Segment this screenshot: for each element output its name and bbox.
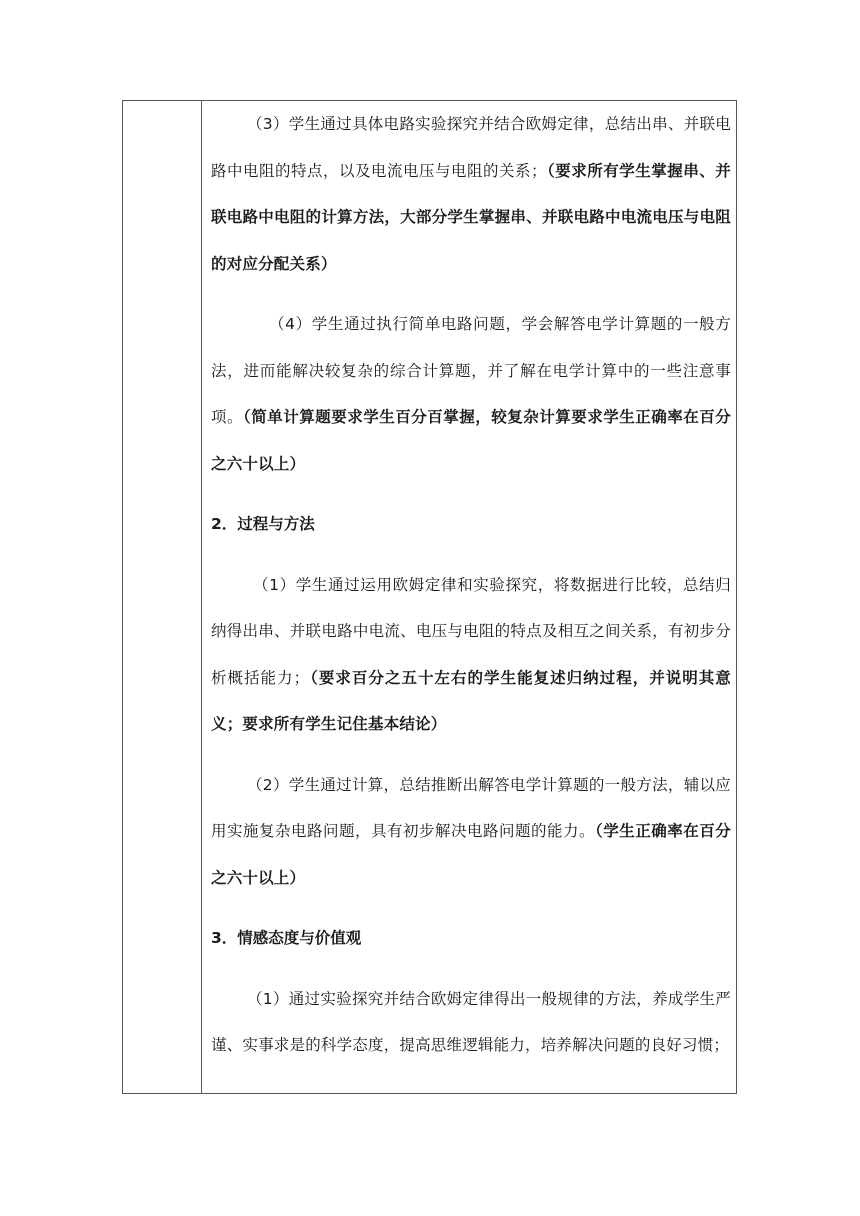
process-item-2-requirement: （学生正确率在百分之六十以上） [211,822,731,887]
process-item-2 [211,762,731,902]
process-item-1-requirement: （要求百分之五十左右的学生能复述归纳过程，并说明其意义；要求所有学生记住基本结论） [211,668,732,733]
knowledge-item-4 [211,301,731,487]
process-item-2-text: （2）学生通过计算，总结推断出解答电学计算题的一般方法，辅以应用实施复杂电路问题，具有初步解决电路问题的能力。 [211,775,731,840]
column-divider [201,101,202,1093]
knowledge-item-4-text: （4）学生通过执行简单电路问题，学会解答电学计算题的一般方法，进而能解决较复杂的综合计算题，并了解在电学计算中的一些注意事项。 [211,315,731,426]
attitude-heading: 3．情感态度与价值观 [211,929,362,947]
knowledge-item-3-requirement: （要求所有学生掌握串、并联电路中电阻的计算方法，大部分学生掌握串、并联电路中电流电压与电阻的对应分配关系） [211,161,732,273]
knowledge-item-4-requirement: （简单计算题要求学生百分百掌握，较复杂计算要求学生正确率在百分之六十以上） [211,408,732,473]
knowledge-item-3-text: （3）学生通过具体电路实验探究并结合欧姆定律，总结出串、并联电路中电阻的特点，以及电流电压与电阻的关系； [211,115,731,180]
objectives-table [122,100,737,1094]
process-item-1-text: （1）学生通过运用欧姆定律和实验探究，将数据进行比较，总结归纳得出串、并联电路中电流、电压与电阻的特点及相互之间关系，有初步分析概括能力； [211,575,731,687]
attitude-item-1-text: （1）通过实验探究并结合欧姆定律得出一般规律的方法，养成学生严谨、实事求是的科学态度，提高思维逻辑能力，培养解决问题的良好习惯； [211,989,731,1054]
process-item-1 [211,562,731,748]
process-method-heading: 2．过程与方法 [211,515,315,533]
knowledge-item-3 [211,101,731,287]
attitude-item-1 [211,976,731,1069]
objectives-cell [211,101,731,1069]
